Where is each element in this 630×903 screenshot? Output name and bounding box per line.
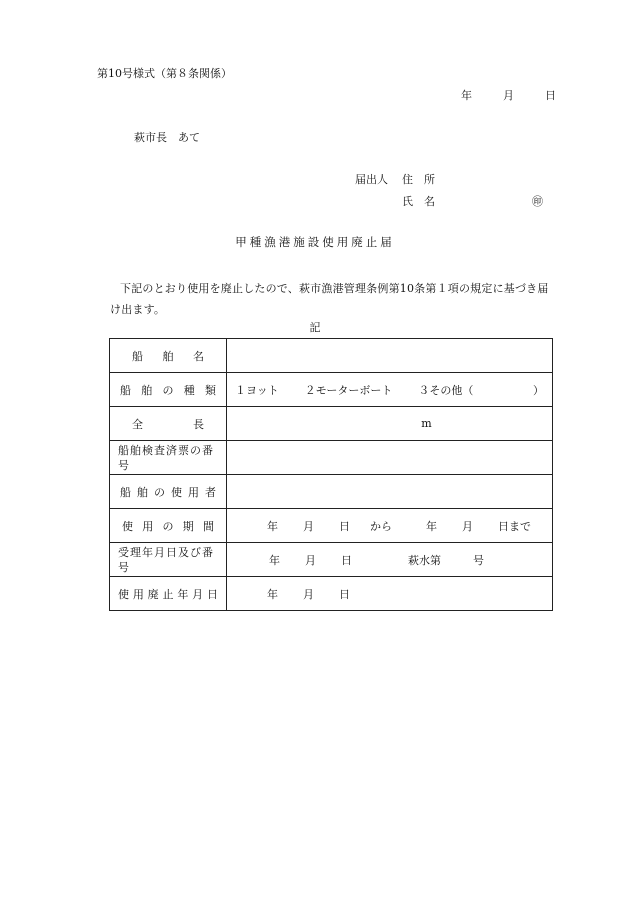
table-row bbox=[110, 407, 553, 441]
option-other[interactable]: ３その他（ bbox=[418, 383, 474, 397]
label-discontinuation-date: 使 用 廃 止 年 月 日 bbox=[110, 577, 227, 611]
table-row bbox=[110, 509, 553, 543]
seal-mark: ㊞ bbox=[532, 195, 543, 208]
document-title: 甲種漁港施設使用廃止届 bbox=[235, 235, 395, 249]
field-vessel-type[interactable] bbox=[227, 373, 553, 407]
label-vessel-user: 船 舶 の 使 用 者 bbox=[110, 475, 227, 509]
label-usage-period: 使 用 の 期 間 bbox=[110, 509, 227, 543]
ki-heading: 記 bbox=[309, 321, 321, 334]
table-row bbox=[110, 373, 553, 407]
submission-date bbox=[461, 90, 556, 101]
label-inspection-number: 船舶検査済票の番号 bbox=[110, 441, 227, 475]
body-text: 下記のとおり使用を廃止したので、萩市漁港管理条例第10条第１項の規定に基づき届け出ます。 bbox=[110, 282, 549, 316]
date-month: 月 bbox=[503, 89, 514, 102]
form-table bbox=[109, 338, 553, 611]
applicant-label: 届出人 bbox=[355, 173, 388, 186]
date-day: 日 bbox=[545, 89, 556, 102]
field-usage-period[interactable]: 年 月 日 から 年 月 日まで bbox=[227, 509, 553, 543]
applicant-name-label: 氏 名 bbox=[402, 195, 435, 208]
field-vessel-user[interactable] bbox=[227, 475, 553, 509]
option-yacht[interactable]: １ヨット bbox=[235, 383, 279, 397]
option-other-close: ） bbox=[533, 383, 544, 397]
length-unit: m bbox=[421, 417, 432, 430]
table-row bbox=[110, 475, 553, 509]
label-overall-length: 全 長 bbox=[110, 407, 227, 441]
field-vessel-name[interactable] bbox=[227, 339, 553, 373]
option-motorboat[interactable]: ２モーターボート bbox=[304, 383, 393, 397]
form-number: 第10号様式（第８条関係） bbox=[97, 67, 232, 80]
applicant-address-label: 住 所 bbox=[402, 173, 435, 186]
addressee: 萩市長 あて bbox=[134, 131, 200, 144]
label-receipt-date-number: 受理年月日及び番号 bbox=[110, 543, 227, 577]
field-inspection-number[interactable] bbox=[227, 441, 553, 475]
table-row bbox=[110, 577, 553, 611]
table-row bbox=[110, 543, 553, 577]
label-vessel-name: 船 舶 名 bbox=[110, 339, 227, 373]
field-discontinuation-date[interactable]: 年 月 日 bbox=[227, 577, 553, 611]
date-year: 年 bbox=[461, 89, 472, 102]
table-row bbox=[110, 441, 553, 475]
field-receipt-date-number[interactable]: 年 月 日 萩水第 号 bbox=[227, 543, 553, 577]
field-overall-length[interactable] bbox=[227, 407, 553, 441]
label-vessel-type: 船 舶 の 種 類 bbox=[110, 373, 227, 407]
table-row bbox=[110, 339, 553, 373]
